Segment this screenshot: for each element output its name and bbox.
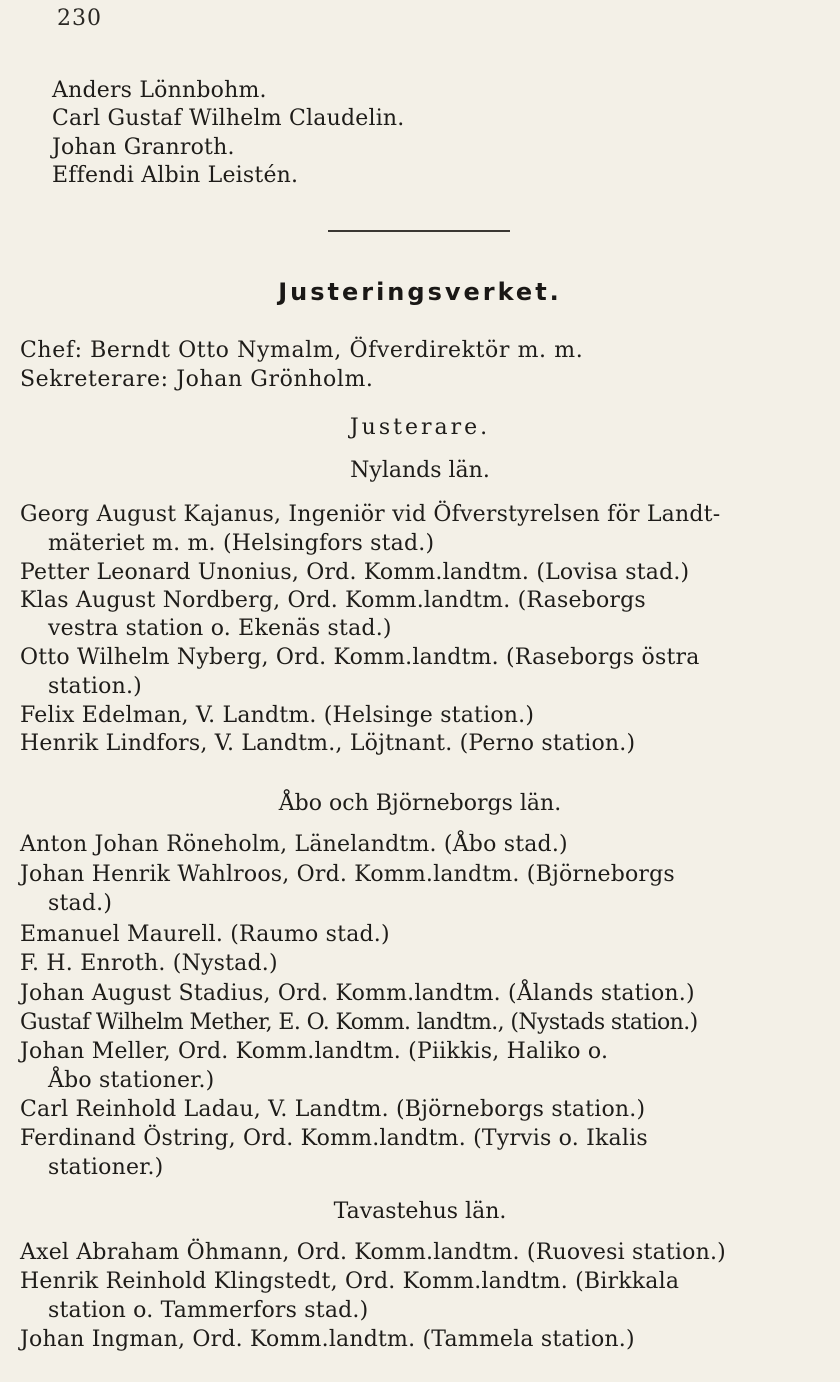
entry-line: Axel Abraham Öhmann, Ord. Komm.landtm. (Ruovesi station.) (20, 1240, 726, 1265)
entry-line: Emanuel Maurell. (Raumo stad.) (20, 922, 390, 947)
entry-line: Anton Johan Röneholm, Länelandtm. (Åbo stad.) (20, 832, 568, 857)
entry-line: Ferdinand Östring, Ord. Komm.landtm. (Tyrvis o. Ikalis (20, 1126, 648, 1151)
entry-line: F. H. Enroth. (Nystad.) (20, 951, 278, 976)
section-divider (328, 230, 510, 232)
entry-line: Klas August Nordberg, Ord. Komm.landtm. (Raseborgs (20, 588, 646, 613)
entry-line: Gustaf Wilhelm Mether, E. O. Komm. landtm., (Nystads station.) (20, 1010, 698, 1035)
entry-line: Otto Wilhelm Nyberg, Ord. Komm.landtm. (Raseborgs östra (20, 645, 700, 670)
page-number: 230 (57, 6, 102, 31)
entry-line: Henrik Reinhold Klingstedt, Ord. Komm.landtm. (Birkkala (20, 1269, 680, 1294)
name-line: Carl Gustaf Wilhelm Claudelin. (52, 106, 405, 131)
entry-line: Johan August Stadius, Ord. Komm.landtm. (Ålands station.) (20, 981, 695, 1006)
subheading-justerare: Justerare. (349, 415, 491, 440)
entry-line: vestra station o. Ekenäs stad.) (48, 616, 392, 641)
entry-line: Felix Edelman, V. Landtm. (Helsinge station.) (20, 703, 535, 728)
section-title: Justeringsverket. (278, 278, 562, 306)
entry-line: stationer.) (48, 1155, 164, 1180)
entry-line: Carl Reinhold Ladau, V. Landtm. (Björneborgs station.) (20, 1097, 646, 1122)
entry-line: Georg August Kajanus, Ingeniör vid Öfverstyrelsen för Landt- (20, 502, 721, 527)
entry-line: mäteriet m. m. (Helsingfors stad.) (48, 531, 435, 556)
entry-line: Henrik Lindfors, V. Landtm., Löjtnant. (Perno station.) (20, 731, 636, 756)
chef-line: Chef: Berndt Otto Nymalm, Öfverdirektör m. m. (20, 338, 584, 363)
entry-line: Åbo stationer.) (48, 1068, 215, 1093)
secretary-line: Sekreterare: Johan Grönholm. (20, 367, 374, 392)
name-line: Johan Granroth. (52, 135, 235, 160)
entry-line: station.) (48, 674, 142, 699)
entry-line: station o. Tammerfors stad.) (48, 1298, 369, 1323)
entry-line: Petter Leonard Unonius, Ord. Komm.landtm. (Lovisa stad.) (20, 560, 690, 585)
name-line: Anders Lönnbohm. (52, 78, 267, 103)
county-heading-tavastehus: Tavastehus län. (333, 1199, 507, 1224)
name-line: Effendi Albin Leistén. (52, 163, 299, 188)
entry-line: Johan Meller, Ord. Komm.landtm. (Piikkis, Haliko o. (20, 1039, 609, 1064)
county-heading-abo: Åbo och Björneborgs län. (278, 791, 562, 816)
entry-line: Johan Henrik Wahlroos, Ord. Komm.landtm. (Björneborgs (20, 862, 675, 887)
county-heading-nylands: Nylands län. (350, 458, 490, 483)
entry-line: stad.) (48, 891, 113, 916)
entry-line: Johan Ingman, Ord. Komm.landtm. (Tammela station.) (20, 1327, 635, 1352)
